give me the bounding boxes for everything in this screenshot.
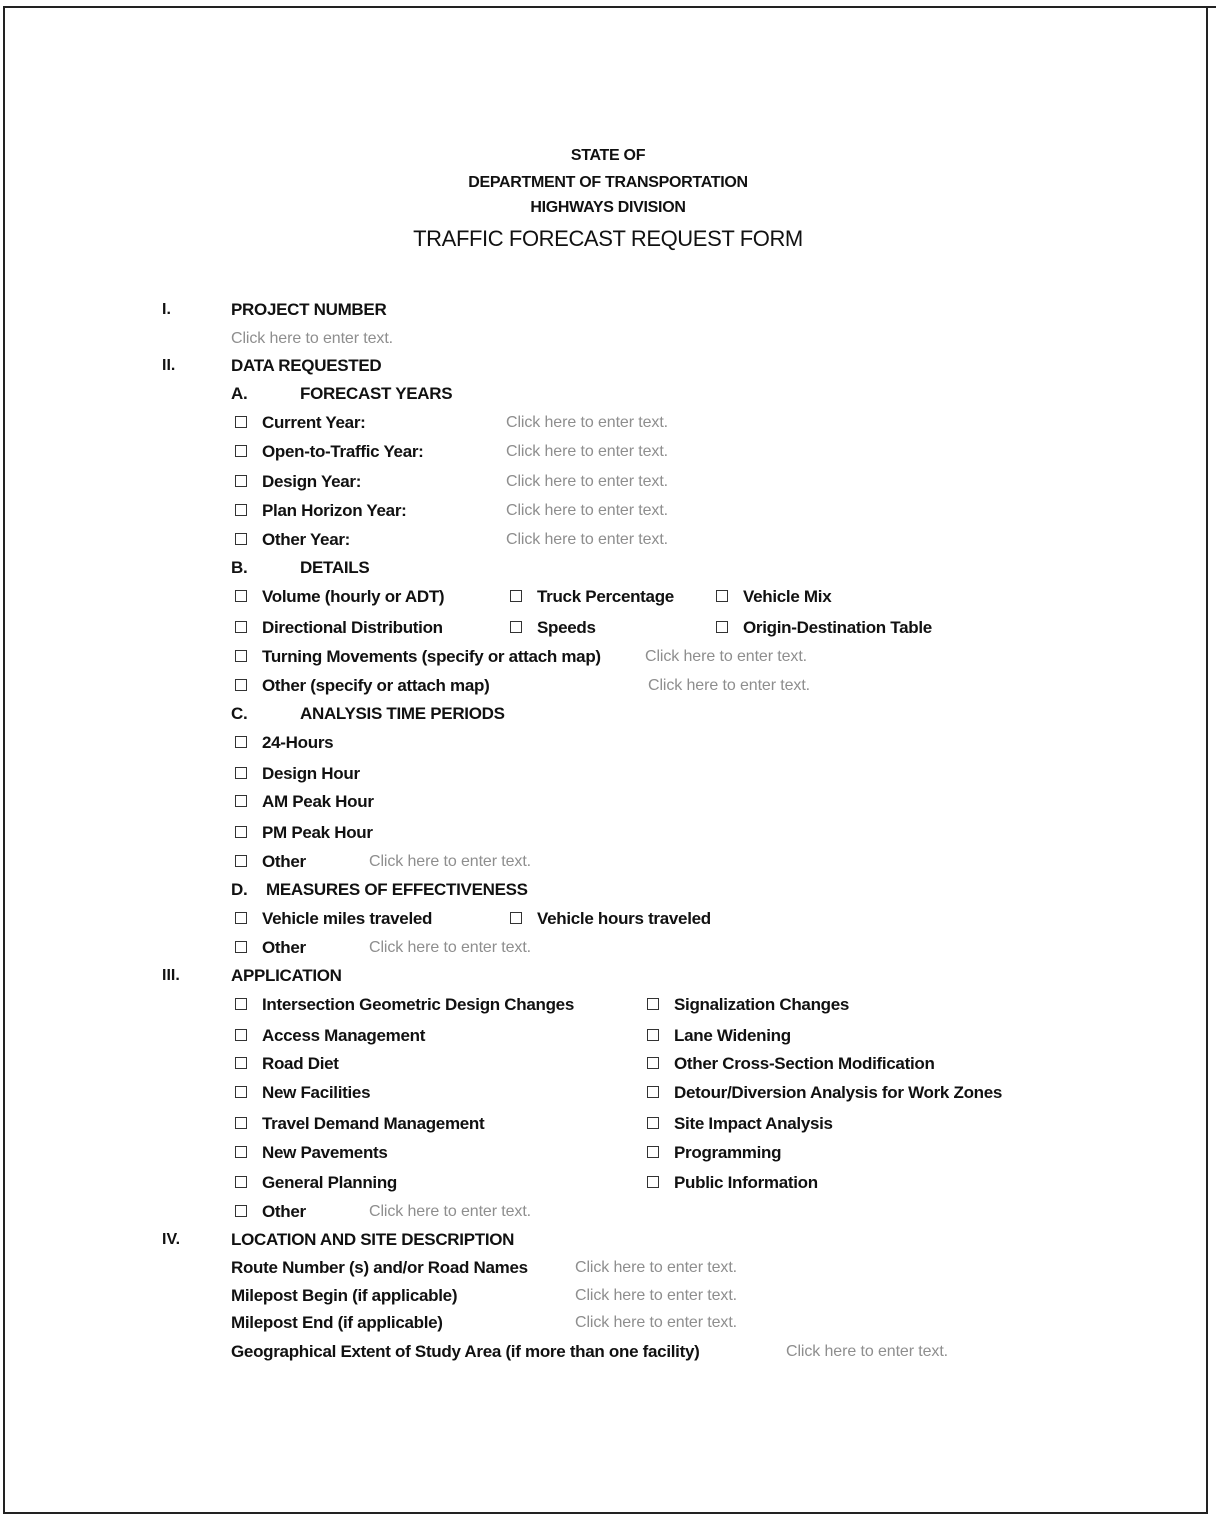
plan-horizon-year-field[interactable]: Click here to enter text. <box>506 502 669 519</box>
public-information-checkbox[interactable] <box>647 1176 659 1188</box>
vehicle-miles-traveled-label: Vehicle miles traveled <box>262 909 433 928</box>
design-year-checkbox[interactable] <box>235 475 247 487</box>
origin-destination-table-checkbox[interactable] <box>716 621 728 633</box>
truck-percentage-label: Truck Percentage <box>537 587 674 606</box>
general-planning-checkbox[interactable] <box>235 1176 247 1188</box>
other-year-label: Other Year: <box>262 530 351 549</box>
open-to-traffic-year-label: Open-to-Traffic Year: <box>262 442 424 461</box>
subsection-a-title: FORECAST YEARS <box>300 384 453 403</box>
section-1-title: PROJECT NUMBER <box>231 300 387 319</box>
subsection-c-title: ANALYSIS TIME PERIODS <box>300 704 505 723</box>
other-cross-section-label: Other Cross-Section Modification <box>674 1054 935 1073</box>
milepost-begin-field[interactable]: Click here to enter text. <box>575 1287 738 1304</box>
header-state: STATE OF <box>570 147 646 164</box>
public-information-label: Public Information <box>674 1173 818 1192</box>
header-department: DEPARTMENT OF TRANSPORTATION <box>468 174 748 191</box>
other-year-checkbox[interactable] <box>235 533 247 545</box>
form-title: TRAFFIC FORECAST REQUEST FORM <box>413 226 803 251</box>
other-time-period-label: Other <box>262 852 306 871</box>
signalization-changes-checkbox[interactable] <box>647 998 659 1010</box>
travel-demand-management-label: Travel Demand Management <box>262 1114 485 1133</box>
signalization-changes-label: Signalization Changes <box>674 995 850 1014</box>
vehicle-mix-checkbox[interactable] <box>716 590 728 602</box>
lane-widening-label: Lane Widening <box>674 1026 791 1045</box>
subsection-d-letter: D. <box>231 880 248 899</box>
geographical-extent-label: Geographical Extent of Study Area (if more than one facility) <box>231 1342 700 1361</box>
section-2-title: DATA REQUESTED <box>231 356 382 375</box>
route-number-field[interactable]: Click here to enter text. <box>575 1259 738 1276</box>
project-number-field[interactable]: Click here to enter text. <box>231 330 394 347</box>
24-hours-label: 24-Hours <box>262 733 334 752</box>
general-planning-label: General Planning <box>262 1173 398 1192</box>
pm-peak-hour-checkbox[interactable] <box>235 826 247 838</box>
am-peak-hour-label: AM Peak Hour <box>262 792 374 811</box>
travel-demand-management-checkbox[interactable] <box>235 1117 247 1129</box>
24-hours-checkbox[interactable] <box>235 736 247 748</box>
new-pavements-checkbox[interactable] <box>235 1146 247 1158</box>
intersection-geometric-design-checkbox[interactable] <box>235 998 247 1010</box>
directional-distribution-label: Directional Distribution <box>262 618 443 637</box>
section-2-number: II. <box>162 357 176 374</box>
subsection-b-title: DETAILS <box>300 558 370 577</box>
new-facilities-label: New Facilities <box>262 1083 371 1102</box>
geographical-extent-field[interactable]: Click here to enter text. <box>786 1343 949 1360</box>
lane-widening-checkbox[interactable] <box>647 1029 659 1041</box>
turning-movements-label: Turning Movements (specify or attach map) <box>262 647 601 666</box>
subsection-c-letter: C. <box>231 704 248 723</box>
new-facilities-checkbox[interactable] <box>235 1086 247 1098</box>
other-application-field[interactable]: Click here to enter text. <box>369 1203 532 1220</box>
current-year-field[interactable]: Click here to enter text. <box>506 414 669 431</box>
section-4-number: IV. <box>162 1231 181 1248</box>
header-division: HIGHWAYS DIVISION <box>530 199 686 216</box>
current-year-label: Current Year: <box>262 413 366 432</box>
section-3-number: III. <box>162 967 180 984</box>
current-year-checkbox[interactable] <box>235 416 247 428</box>
milepost-end-field[interactable]: Click here to enter text. <box>575 1314 738 1331</box>
turning-movements-field[interactable]: Click here to enter text. <box>645 648 808 665</box>
other-details-checkbox[interactable] <box>235 679 247 691</box>
subsection-a-letter: A. <box>231 384 248 403</box>
plan-horizon-year-checkbox[interactable] <box>235 504 247 516</box>
section-3-title: APPLICATION <box>231 966 342 985</box>
section-4-title: LOCATION AND SITE DESCRIPTION <box>231 1230 515 1249</box>
other-details-label: Other (specify or attach map) <box>262 676 490 695</box>
vehicle-hours-traveled-label: Vehicle hours traveled <box>537 909 711 928</box>
truck-percentage-checkbox[interactable] <box>510 590 522 602</box>
open-to-traffic-year-checkbox[interactable] <box>235 445 247 457</box>
design-year-field[interactable]: Click here to enter text. <box>506 473 669 490</box>
detour-diversion-checkbox[interactable] <box>647 1086 659 1098</box>
access-management-label: Access Management <box>262 1026 426 1045</box>
other-time-period-checkbox[interactable] <box>235 855 247 867</box>
directional-distribution-checkbox[interactable] <box>235 621 247 633</box>
subsection-d-title: MEASURES OF EFFECTIVENESS <box>266 880 528 899</box>
vehicle-miles-traveled-checkbox[interactable] <box>235 912 247 924</box>
plan-horizon-year-label: Plan Horizon Year: <box>262 501 407 520</box>
other-application-checkbox[interactable] <box>235 1205 247 1217</box>
volume-checkbox[interactable] <box>235 590 247 602</box>
turning-movements-checkbox[interactable] <box>235 650 247 662</box>
volume-label: Volume (hourly or ADT) <box>262 587 445 606</box>
am-peak-hour-checkbox[interactable] <box>235 795 247 807</box>
programming-checkbox[interactable] <box>647 1146 659 1158</box>
programming-label: Programming <box>674 1143 782 1162</box>
other-moe-label: Other <box>262 938 306 957</box>
other-details-field[interactable]: Click here to enter text. <box>648 677 811 694</box>
detour-diversion-label: Detour/Diversion Analysis for Work Zones <box>674 1083 1003 1102</box>
design-year-label: Design Year: <box>262 472 362 491</box>
open-to-traffic-year-field[interactable]: Click here to enter text. <box>506 443 669 460</box>
other-year-field[interactable]: Click here to enter text. <box>506 531 669 548</box>
design-hour-checkbox[interactable] <box>235 767 247 779</box>
other-application-label: Other <box>262 1202 306 1221</box>
design-hour-label: Design Hour <box>262 764 360 783</box>
road-diet-checkbox[interactable] <box>235 1057 247 1069</box>
other-moe-field[interactable]: Click here to enter text. <box>369 939 532 956</box>
route-number-label: Route Number (s) and/or Road Names <box>231 1258 528 1277</box>
vehicle-hours-traveled-checkbox[interactable] <box>510 912 522 924</box>
other-time-period-field[interactable]: Click here to enter text. <box>369 853 532 870</box>
intersection-geometric-design-label: Intersection Geometric Design Changes <box>262 995 574 1014</box>
milepost-end-label: Milepost End (if applicable) <box>231 1313 443 1332</box>
access-management-checkbox[interactable] <box>235 1029 247 1041</box>
speeds-label: Speeds <box>537 618 596 637</box>
new-pavements-label: New Pavements <box>262 1143 388 1162</box>
origin-destination-table-label: Origin-Destination Table <box>743 618 932 637</box>
subsection-b-letter: B. <box>231 558 248 577</box>
page-border-tick <box>1207 6 1216 8</box>
other-cross-section-checkbox[interactable] <box>647 1057 659 1069</box>
site-impact-analysis-checkbox[interactable] <box>647 1117 659 1129</box>
road-diet-label: Road Diet <box>262 1054 339 1073</box>
site-impact-analysis-label: Site Impact Analysis <box>674 1114 833 1133</box>
speeds-checkbox[interactable] <box>510 621 522 633</box>
section-1-number: I. <box>162 301 171 318</box>
vehicle-mix-label: Vehicle Mix <box>743 587 832 606</box>
milepost-begin-label: Milepost Begin (if applicable) <box>231 1286 458 1305</box>
other-moe-checkbox[interactable] <box>235 941 247 953</box>
pm-peak-hour-label: PM Peak Hour <box>262 823 373 842</box>
